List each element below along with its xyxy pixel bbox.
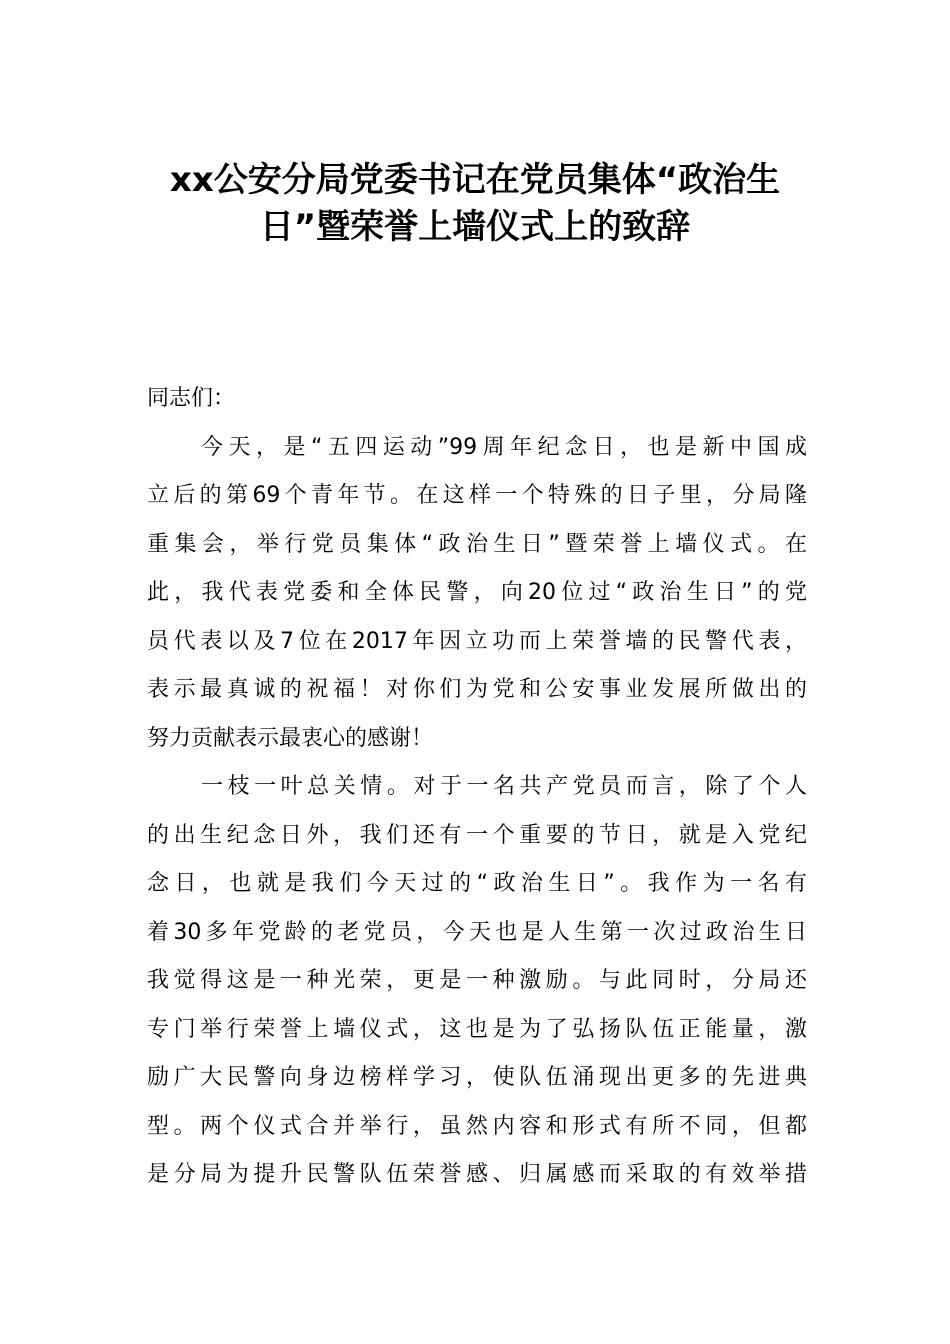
document-body (147, 375, 807, 1200)
document-title-line-2: 日”暨荣誉上墙仪式上的致辞 (259, 207, 691, 247)
paragraph-2-line: 是分局为提升民警队伍荣誉感、归属感而采取的有效举措 (147, 1162, 807, 1187)
paragraph-2-line: 励广大民警向身边榜样学习，使队伍涌现出更多的先进典 (147, 1065, 807, 1090)
paragraph-2-line: 一枝一叶总关情。对于一名共产党员而言，除了个人 (201, 774, 807, 799)
paragraph-2-line: 着30多年党龄的老党员，今天也是人生第一次过政治生日 (147, 919, 807, 945)
paragraph-2-line: 我觉得这是一种光荣，更是一种激励。与此同时，分局还 (147, 968, 807, 993)
paragraph-1-line: 重集会，举行党员集体“政治生日”暨荣誉上墙仪式。在 (147, 531, 807, 557)
paragraph-1-line: 努力贡献表示最衷心的感谢！ (147, 725, 434, 751)
salutation: 同志们： (147, 386, 236, 411)
paragraph-2-line: 型。两个仪式合并举行，虽然内容和形式有所不同，但都 (147, 1113, 807, 1139)
paragraph-1-line: 立后的第69个青年节。在这样一个特殊的日子里，分局隆 (147, 483, 807, 508)
paragraph-1-line: 员代表以及7位在2017年因立功而上荣誉墙的民警代表， (147, 628, 807, 654)
paragraph-2-line: 念日，也就是我们今天过的“政治生日”。我作为一名有 (147, 871, 807, 896)
paragraph-1-line: 今天，是“五四运动”99周年纪念日，也是新中国成 (201, 434, 807, 460)
paragraph-2-line: 专门举行荣誉上墙仪式，这也是为了弘扬队伍正能量，激 (147, 1016, 807, 1042)
paragraph-1-line: 此，我代表党委和全体民警，向20位过“政治生日”的党 (147, 580, 807, 605)
paragraph-2-line: 的出生纪念日外，我们还有一个重要的节日，就是入党纪 (147, 822, 807, 848)
paragraph-1-line: 表示最真诚的祝福！对你们为党和公安事业发展所做出的 (147, 677, 807, 702)
document-title-line-1: xx公安分局党委书记在党员集体“政治生 (169, 160, 781, 200)
